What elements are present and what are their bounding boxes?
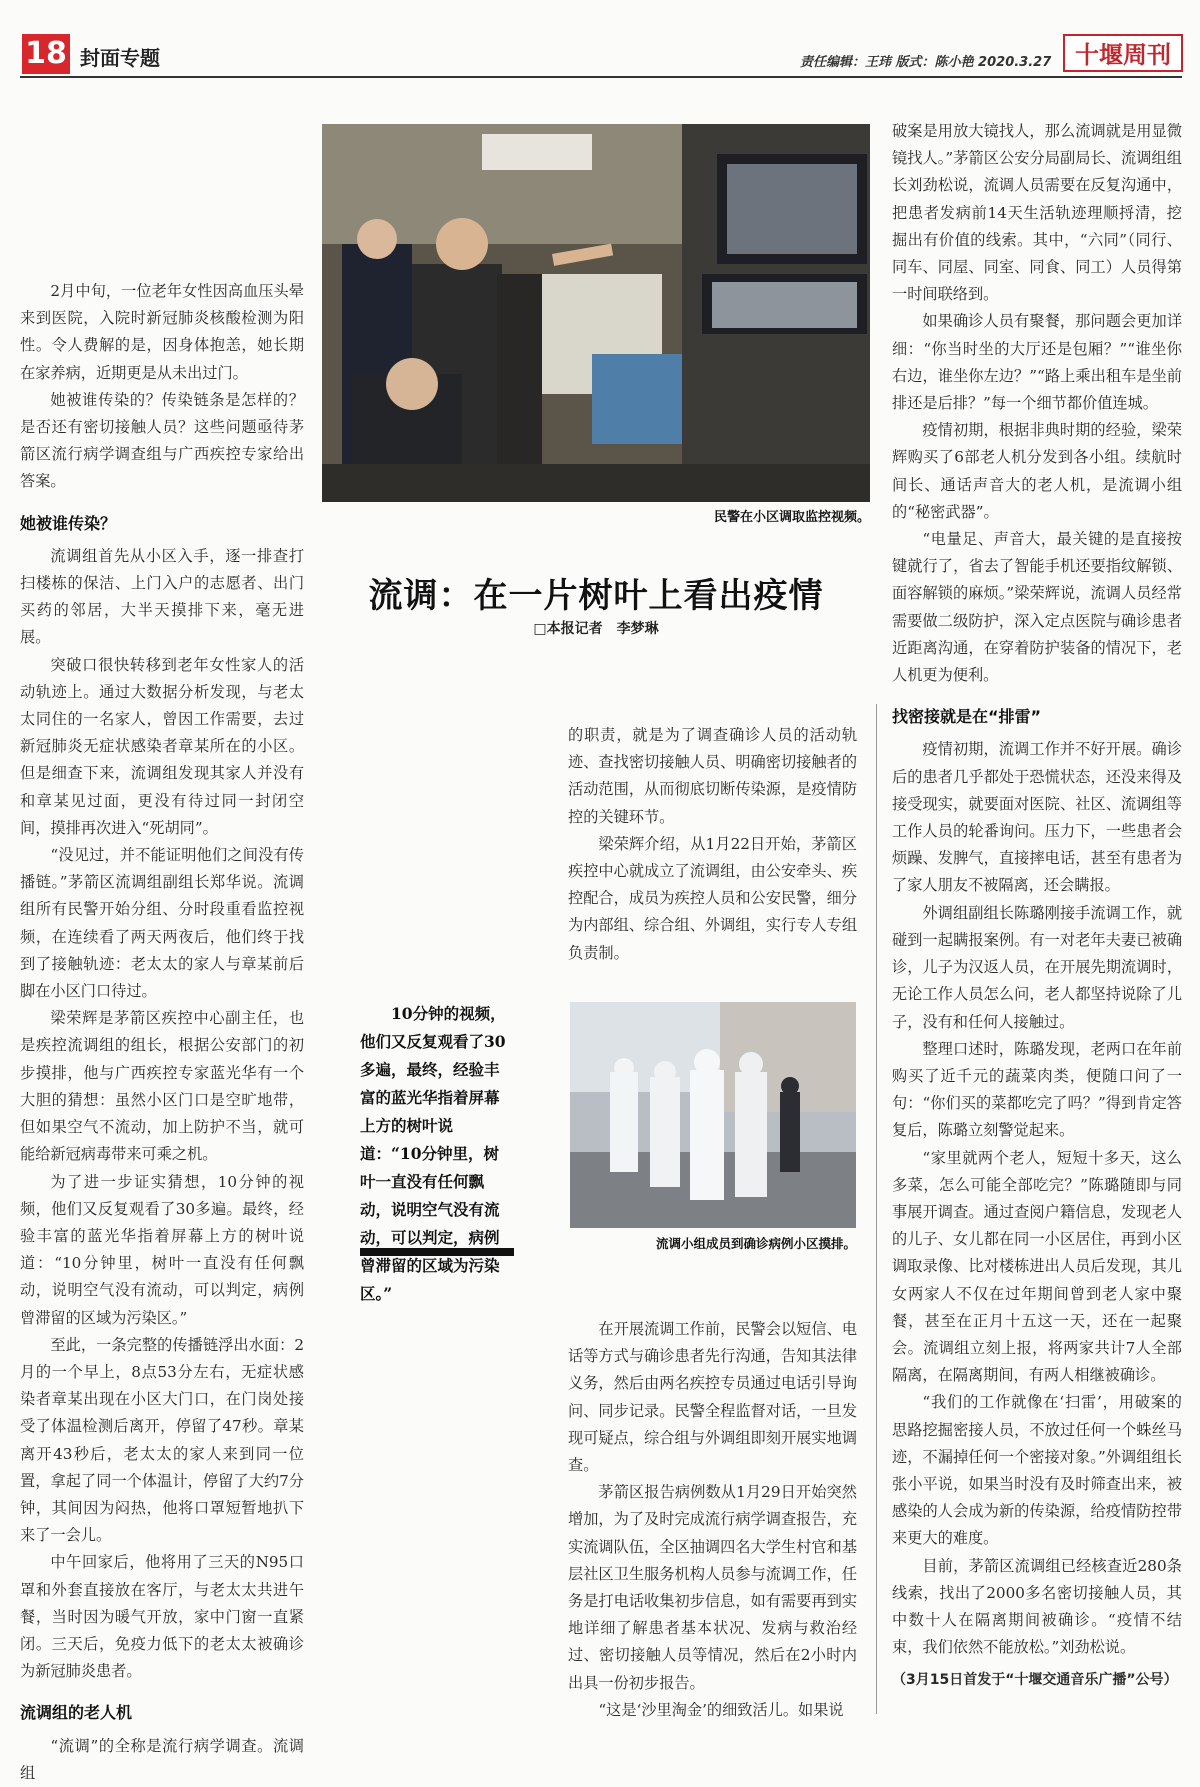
paragraph: 外调组副组长陈璐刚接手流调工作，就碰到一起瞒报案例。有一对老年夫妻已被确诊，儿子为汉返人员，在开展先期流调时，无论工作人员怎么问，老人都坚持说除了儿子，没有和任何人接触过。 xyxy=(892,903,1182,1031)
pull-quote-text: 10分钟的视频，他们又反复观看了30多遍，最终，经验丰富的蓝光华指着屏幕上方的树叶说道：“10分钟里，树叶一直没有任何飘动，说明空气没有流动，可以判定，病例曾滞留的区域为污染区。” xyxy=(360,1004,506,1303)
column-right xyxy=(892,118,1182,1695)
paragraph: 中午回家后，他将用了三天的N95口罩和外套直接放在客厅，与老太太共进午餐，当时因为暖气开放，家中门窗一直紧闭。三天后，免疫力低下的老太太被确诊为新冠肺炎患者。 xyxy=(20,1553,304,1681)
column-left xyxy=(20,278,304,1787)
paragraph: 至此，一条完整的传播链浮出水面：2月的一个早上，8点53分左右，无症状感染者章某出现在小区大门口，在门岗处接受了体温检测后离开，停留了47秒。章某离开43秒后，老太太的家人来到同一位置，拿起了同一个体温计，停留了大约7分钟，其间因为闷热，他将口罩短暂地扒下来了一会儿。 xyxy=(20,1335,304,1545)
paragraph: “流调”的全称是流行病学调查。流调组 xyxy=(20,1736,304,1782)
column-divider xyxy=(876,704,877,1714)
paragraph: 梁荣辉是茅箭区疾控中心副主任，也是疾控流调组的组长，根据公安部门的初步摸排，他与广西疾控专家蓝光华有一个大胆的猜想：虽然小区门口是空旷地带，但如果空气不流动，加上防护不当，就可能给新冠病毒带来可乘之机。 xyxy=(20,1009,304,1164)
article-title: 流调：在一片树叶上看出疫情 xyxy=(368,576,824,616)
subheading: 她被谁传染？ xyxy=(20,513,117,533)
column-middle-bottom xyxy=(568,1316,857,1724)
paragraph: 茅箭区报告病例数从1月29日开始突然增加，为了及时完成流行病学调查报告，充实流调队伍，全区抽调四名大学生村官和基层社区卫生服务机构人员参与流调工作，任务是打电话收集初步信息，如有需要再到实地详细了解患者基本状况、发病与救治经过、密切接触人员等情况，然后在2小时内出具一份初步报告。 xyxy=(568,1483,857,1692)
photo-caption: 流调小组成员到确诊病例小区摸排。 xyxy=(655,1236,856,1251)
subheading: 流调组的老人机 xyxy=(20,1703,133,1723)
photo-caption: 民警在小区调取监控视频。 xyxy=(713,510,870,525)
header-divider xyxy=(20,76,1182,78)
article-byline: □本报记者 李梦琳 xyxy=(533,621,659,637)
article-source: （3月15日首发于“十堰交通音乐广播”公号） xyxy=(892,1672,1178,1689)
paragraph: 目前，茅箭区流调组已经核查近280条线索，找出了2000多名密切接触人员，其中数十人在隔离期间被确诊。“疫情不结束，我们依然不能放松。”刘劲松说。 xyxy=(892,1556,1182,1657)
section-title: 封面专题 xyxy=(80,46,160,70)
paragraph: “电量足、声音大，最关键的是直接按键就行了，省去了智能手机还要指纹解锁、面容解锁的麻烦。”梁荣辉说，流调人员经常需要做二级防护，深入定点医院与确诊患者近距离沟通，在穿着防护装备的情况下，老人机更为便利。 xyxy=(892,530,1182,685)
paragraph: 疫情初期，流调工作并不好开展。确诊后的患者几乎都处于恐慌状态，还没来得及接受现实，就要面对医院、社区、流调组等工作人员的轮番询问。压力下，一些患者会烦躁、发脾气，直接摔电话，甚至有患者为了家人朋友不被隔离，还会瞒报。 xyxy=(892,740,1182,895)
paragraph: 的职责，就是为了调查确诊人员的活动轨迹、查找密切接触人员、明确密切接触者的活动范围，从而彻底切断传染源，是疫情防控的关键环节。 xyxy=(568,726,857,826)
paragraph: 流调组首先从小区入手，逐一排查打扫楼栋的保洁、上门入户的志愿者、出门买药的邻居，大半天摸排下来，毫无进展。 xyxy=(20,546,304,647)
paragraph: 如果确诊人员有聚餐，那问题会更加详细：“你当时坐的大厅还是包厢？”“谁坐你右边，谁坐你左边？”“路上乘出租车是坐前排还是后排？”每一个细节都价值连城。 xyxy=(892,312,1182,413)
photo-team-investigating xyxy=(570,1002,856,1228)
pull-quote-rule xyxy=(360,1248,514,1256)
photo-police-monitoring xyxy=(322,124,870,502)
paragraph: 整理口述时，陈璐发现，老两口在年前购买了近千元的蔬菜肉类，便随口问了一句：“你们买的菜都吃完了吗？”得到肯定答复后，陈璐立刻警觉起来。 xyxy=(892,1039,1182,1140)
pull-quote xyxy=(360,1000,514,1308)
paragraph: 2月中旬，一位老年女性因高血压头晕来到医院，入院时新冠肺炎核酸检测为阳性。令人费解的是，因身体抱恙，她长期在家养病，近期更是从未出过门。 xyxy=(20,282,304,382)
paragraph: “我们的工作就像在‘扫雷’，用破案的思路挖掘密接人员，不放过任何一个蛛丝马迹，不漏掉任何一个密接对象。”外调组组长张小平说，如果当时没有及时筛查出来，被感染的人会成为新的传染源，给疫情防控带来更大的难度。 xyxy=(892,1393,1182,1548)
paragraph: 破案是用放大镜找人，那么流调就是用显微镜找人。”茅箭区公安分局副局长、流调组组长刘劲松说，流调人员需要在反复沟通中，把患者发病前14天生活轨迹理顺捋清，挖掘出有价值的线索。其中，“六同”（同行、同车、同屋、同室、同食、同工）人员得第一时间联络到。 xyxy=(892,122,1182,304)
paragraph: 在开展流调工作前，民警会以短信、电话等方式与确诊患者先行沟通，告知其法律义务，然后由两名疾控专员通过电话引导询问、同步记录。民警全程监督对话，一旦发现可疑点，综合组与外调组即刻开展实地调查。 xyxy=(568,1320,857,1475)
paragraph: “没见过，并不能证明他们之间没有传播链。”茅箭区流调组副组长郑华说。流调组所有民警开始分组、分时段重看监控视频，在连续看了两天两夜后，他们终于找到了接触轨迹：老太太的家人与章某前后脚在小区门口待过。 xyxy=(20,846,304,1001)
paragraph: 梁荣辉介绍，从1月22日开始，茅箭区疾控中心就成立了流调组，由公安牵头、疾控配合，成员为疾控人员和公安民警，细分为内部组、综合组、外调组，实行专人专组负责制。 xyxy=(568,834,857,962)
paragraph: “家里就两个老人，短短十多天，这么多菜，怎么可能全部吃完？”陈璐随即与同事展开调查。通过查阅户籍信息，发现老人的儿子、女儿都在同一小区居住，再到小区调取录像、比对楼栋进出人员后发现，其儿女两家人不仅在过年期间曾到老人家中聚餐，甚至在正月十五这一天，还在一起聚会。流调组立刻上报，将两家共计7人全部隔离，在隔离期间，有两人相继被确诊。 xyxy=(892,1148,1182,1385)
paragraph: 她被谁传染的？传染链条是怎样的？是否还有密切接触人员？这些问题亟待茅箭区流行病学调查组与广西疾控专家给出答案。 xyxy=(20,390,304,491)
column-middle-top xyxy=(568,722,857,967)
subheading: 找密接就是在“排雷” xyxy=(892,707,1042,727)
page-number: 18 xyxy=(22,34,70,74)
paragraph: 突破口很快转移到老年女性家人的活动轨迹上。通过大数据分析发现，与老太太同住的一名家人，曾因工作需要，去过新冠肺炎无症状感染者章某所在的小区。但是细查下来，流调组发现其家人并没有和章某见过面，更没有待过同一封闭空间，摸排再次进入“死胡同”。 xyxy=(20,655,304,837)
paragraph: 为了进一步证实猜想，10分钟的视频，他们又反复观看了30多遍。最终，经验丰富的蓝光华指着屏幕上方的树叶说道：“10分钟里，树叶一直没有任何飘动，说明空气没有流动，可以判定，病例曾滞留的区域为污染区。” xyxy=(20,1172,304,1327)
masthead-logo: 十堰周刊 xyxy=(1063,34,1183,72)
editor-credits: 责任编辑：王玮 版式：陈小艳 2020.3.27 xyxy=(800,55,1052,70)
paragraph: “这是‘沙里淘金’的细致活儿。如果说 xyxy=(598,1700,844,1719)
paragraph: 疫情初期，根据非典时期的经验，梁荣辉购买了6部老人机分发到各小组。续航时间长、通话声音大的老人机，是流调小组的“秘密武器”。 xyxy=(892,421,1182,521)
